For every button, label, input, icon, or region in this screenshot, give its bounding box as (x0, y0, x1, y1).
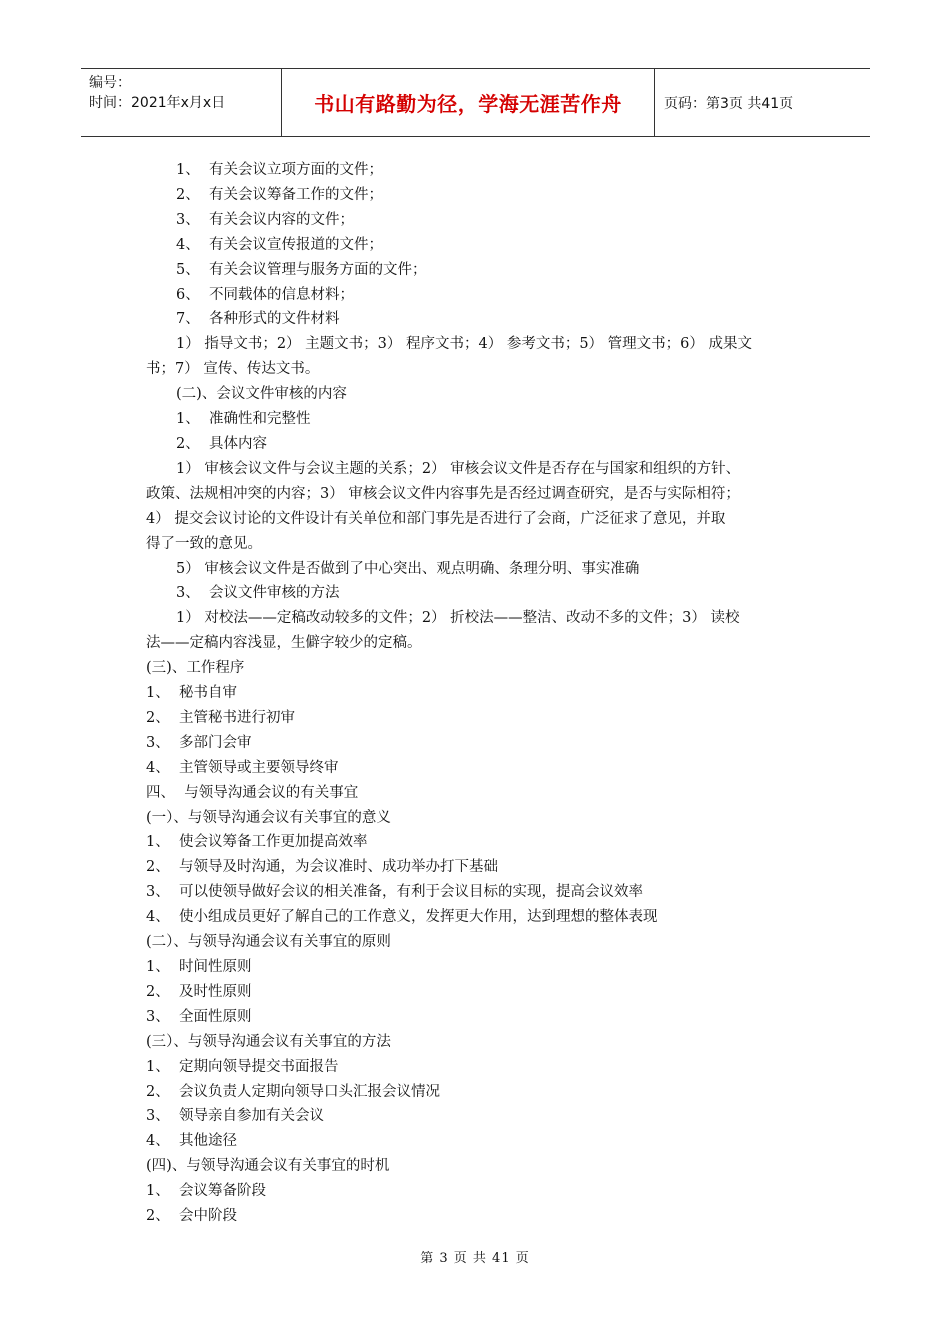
text-line: 5） 审核会议文件是否做到了中心突出、观点明确、条理分明、事实准确 (176, 560, 640, 577)
header-meta (81, 69, 281, 136)
text-line: 3、 可以使领导做好会议的相关准备，有利于会议目标的实现，提高会议效率 (146, 884, 643, 901)
text-line: 2、 会议负责人定期向领导口头汇报会议情况 (146, 1083, 440, 1100)
text-line: 3、 领导亲自参加有关会议 (146, 1108, 324, 1125)
text-line: 得了一致的意见。 (146, 535, 262, 552)
text-line: 4） 提交会议讨论的文件设计有关单位和部门事先是否进行了会商，广泛征求了意见，并取 (146, 510, 726, 527)
text-line: (三)、工作程序 (146, 660, 245, 677)
text-line: 2、 会中阶段 (146, 1208, 237, 1225)
text-line: 3、 有关会议内容的文件； (176, 211, 354, 228)
text-line: 四、 与领导沟通会议的有关事宜 (146, 784, 359, 801)
text-line: 1、 秘书自审 (146, 685, 237, 702)
page-footer: 第 3 页 共 41 页 (420, 1251, 530, 1266)
text-line: (三）、与领导沟通会议有关事宜的方法 (146, 1033, 391, 1050)
text-line: 书；7） 宣传、传达文书。 (146, 361, 320, 378)
document-body (146, 158, 814, 1229)
text-line: 2、 有关会议筹备工作的文件； (176, 186, 383, 203)
text-line: (四)、与领导沟通会议有关事宜的时机 (146, 1158, 390, 1175)
text-line: 4、 主管领导或主要领导终审 (146, 759, 339, 776)
text-line: 3、 会议文件审核的方法 (176, 585, 340, 602)
text-line: 1） 审核会议文件与会议主题的关系；2） 审核会议文件是否存在与国家和组织的方针、 (176, 460, 741, 477)
text-line: 2、 与领导及时沟通，为会议准时、成功举办打下基础 (146, 859, 498, 876)
text-line: 7、 各种形式的文件材料 (176, 311, 340, 328)
text-line: 1、 时间性原则 (146, 959, 252, 975)
text-line: 1） 对校法——定稿改动较多的文件；2） 折校法——整洁、改动不多的文件；3） 读校 (176, 610, 740, 627)
doc-time-label: 时间：2021年x月x日 (89, 95, 226, 111)
text-line: 政策、法规相冲突的内容；3） 审核会议文件内容事先是否经过调查研究，是否与实际相符； (146, 485, 740, 502)
text-line: 1、 定期向领导提交书面报告 (146, 1058, 339, 1075)
text-line: 4、 有关会议宣传报道的文件； (176, 236, 383, 253)
text-line: 4、 其他途径 (146, 1133, 237, 1150)
text-line: (二)、会议文件审核的内容 (176, 386, 347, 403)
text-line: 2、 及时性原则 (146, 983, 252, 1000)
text-line: (二）、与领导沟通会议有关事宜的原则 (146, 934, 391, 951)
header-page-info: 页码：第3页 共41页 (664, 95, 794, 112)
text-line: 1、 使会议筹备工作更加提高效率 (146, 834, 368, 851)
text-line: 1、 会议筹备阶段 (146, 1183, 266, 1200)
text-line: 1、 准确性和完整性 (176, 411, 311, 428)
text-line: 1、 有关会议立项方面的文件； (176, 162, 383, 178)
doc-number-label: 编号： (89, 75, 131, 91)
text-line: 1） 指导文书；2） 主题文书；3） 程序文书；4） 参考文书；5） 管理文书；6） 成果文 (176, 336, 753, 353)
header-motto: 书山有路勤为径，学海无涯苦作舟 (281, 69, 655, 136)
text-line: 6、 不同载体的信息材料； (176, 286, 354, 303)
text-line: (一）、与领导沟通会议有关事宜的意义 (146, 809, 391, 826)
text-line: 5、 有关会议管理与服务方面的文件； (176, 261, 427, 278)
page-header (81, 68, 870, 137)
text-line: 2、 主管秘书进行初审 (146, 709, 295, 726)
text-line: 2、 具体内容 (176, 435, 267, 452)
text-line: 4、 使小组成员更好了解自己的工作意义，发挥更大作用，达到理想的整体表现 (146, 909, 658, 926)
text-line: 3、 全面性原则 (146, 1008, 252, 1025)
text-line: 法——定稿内容浅显，生僻字较少的定稿。 (146, 635, 422, 652)
text-line: 3、 多部门会审 (146, 734, 252, 751)
